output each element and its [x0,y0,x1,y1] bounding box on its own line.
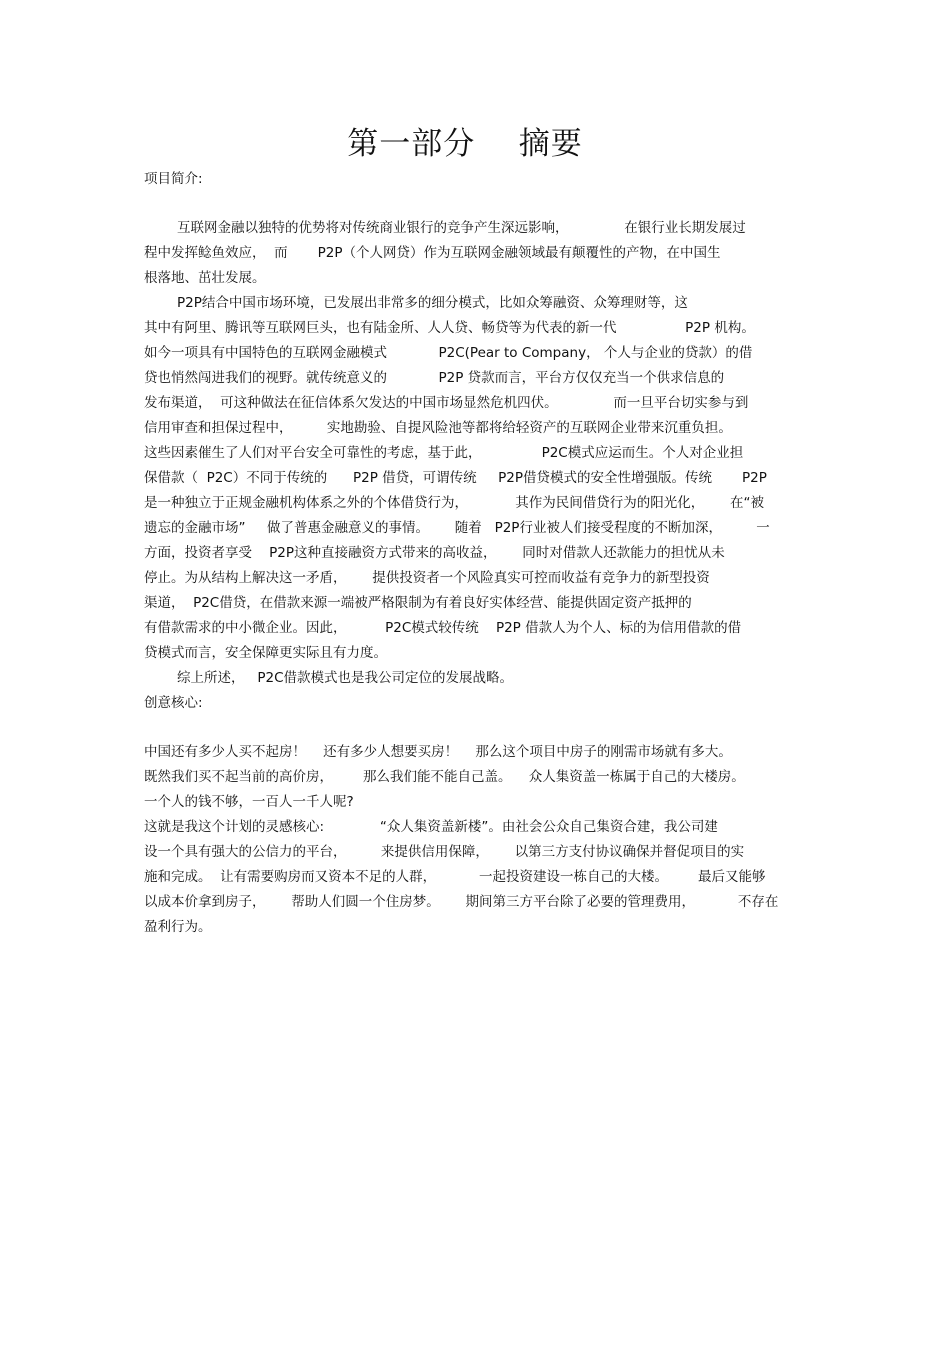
paragraph-line: 有借款需求的中小微企业。因此， P2C模式较传统 P2P 借款人为个人、标的为信用借款的借 [144,620,742,636]
paragraph-line: 根落地、茁壮发展。 [144,270,266,286]
paragraph-line: 渠道， P2C借贷，在借款来源一端被严格限制为有着良好实体经营、能提供固定资产抵押的 [144,595,692,611]
paragraph-line: 以成本价拿到房子， 帮助人们圆一个住房梦。 期间第三方平台除了必要的管理费用， 不存在 [144,894,779,910]
paragraph-line: 保借款（ P2C）不同于传统的 P2P 借贷，可谓传统 P2P借贷模式的安全性增强版。传统 P2P [144,470,767,486]
paragraph-line: 综上所述， P2C借款模式也是我公司定位的发展战略。 [177,670,514,686]
paragraph-line: 设一个具有强大的公信力的平台， 来提供信用保障， 以第三方支付协议确保并督促项目的实 [144,844,745,860]
paragraph-line: P2P结合中国市场环境，已发展出非常多的细分模式，比如众筹融资、众筹理财等，这 [177,295,688,311]
paragraph-line: 程中发挥鲶鱼效应， 而 P2P（个人网贷）作为互联网金融领域最有颠覆性的产物，在中国生 [144,245,721,261]
paragraph-line: 既然我们买不起当前的高价房， 那么我们能不能自己盖。 众人集资盖一栋属于自己的大楼房。 [144,769,745,785]
paragraph-line: 贷也悄然闯进我们的视野。就传统意义的 P2P 贷款而言，平台方仅仅充当一个供求信息的 [144,370,725,386]
paragraph-line: 互联网金融以独特的优势将对传统商业银行的竞争产生深远影响， 在银行业长期发展过 [177,220,746,236]
paragraph-line: 其中有阿里、腾讯等互联网巨头，也有陆金所、人人贷、畅贷等为代表的新一代 P2P 机构。 [144,320,755,336]
paragraph-line: 如今一项具有中国特色的互联网金融模式 P2C(Pear to Company， 个人与企业的贷款）的借 [144,345,753,361]
paragraph-line: 中国还有多少人买不起房！ 还有多少人想要买房！ 那么这个项目中房子的刚需市场就有多大。 [144,744,732,760]
paragraph-line: 停止。为从结构上解决这一矛盾， 提供投资者一个风险真实可控而收益有竞争力的新型投资 [144,570,710,586]
paragraph-line: 是一种独立于正规金融机构体系之外的个体借贷行为， 其作为民间借贷行为的阳光化， 在“被 [144,495,764,511]
paragraph-line: 遗忘的金融市场” 做了普惠金融意义的事情。 随着 P2P行业被人们接受程度的不断加深， 一 [144,520,770,536]
paragraph-line: 一个人的钱不够，一百人一千人呢? [144,794,354,810]
paragraph-line: 施和完成。 让有需要购房而又资本不足的人群， 一起投资建设一栋自己的大楼。 最后又能够 [144,869,766,885]
paragraph-line: 盈利行为。 [144,919,212,935]
paragraph-line: 方面，投资者享受 P2P这种直接融资方式带来的高收益， 同时对借款人还款能力的担忧从未 [144,545,725,561]
paragraph-line: 信用审查和担保过程中， 实地勘验、自提风险池等都将给轻资产的互联网企业带来沉重负担。 [144,420,732,436]
paragraph-line: 这些因素催生了人们对平台安全可靠性的考虑，基于此， P2C模式应运而生。个人对企业担 [144,445,744,461]
section-label-core: 创意核心: [144,695,203,711]
paragraph-line: 发布渠道， 可这种做法在征信体系欠发达的中国市场显然危机四伏。 而一旦平台切实参与到 [144,395,749,411]
paragraph-line: 贷模式而言，安全保障更实际且有力度。 [144,645,387,661]
paragraph-line: 这就是我这个计划的灵感核心: “众人集资盖新楼”。由社会公众自己集资合建，我公司建 [144,819,718,835]
page-title: 第一部分 摘要 [347,126,583,162]
section-label-intro: 项目简介: [144,171,203,187]
